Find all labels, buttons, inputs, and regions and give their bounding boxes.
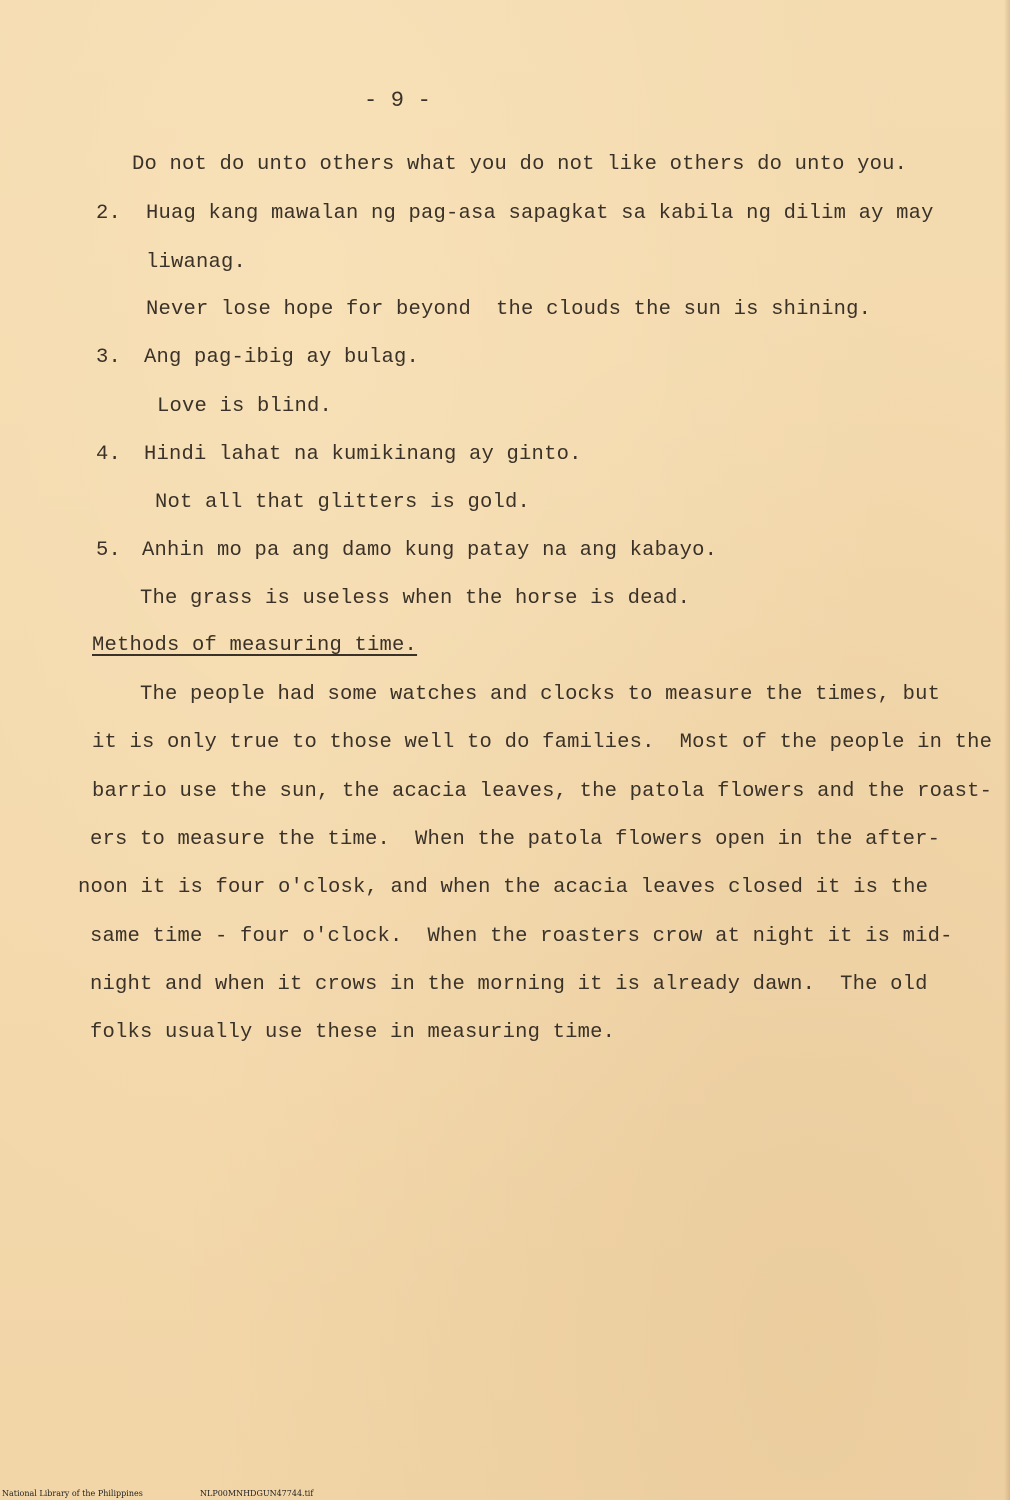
proverb-2-number: 2. xyxy=(96,202,122,225)
paragraph-line: it is only true to those well to do families. Most of the people in the xyxy=(92,731,993,754)
paragraph-line: The people had some watches and clocks to measure the times, but xyxy=(140,683,941,706)
paragraph-line: noon it is four o'closk, and when the acacia leaves closed it is the xyxy=(78,876,929,899)
paragraph-line: night and when it crows in the morning it is already dawn. The old xyxy=(90,973,928,996)
proverb-2-english: Never lose hope for beyond the clouds the sun is shining. xyxy=(146,298,872,321)
paragraph-line: folks usually use these in measuring time. xyxy=(90,1021,616,1044)
paragraph-line: barrio use the sun, the acacia leaves, the patola flowers and the roast- xyxy=(92,780,993,803)
proverb-4-english: Not all that glitters is gold. xyxy=(155,491,531,514)
proverb-5-english: The grass is useless when the horse is dead. xyxy=(140,587,691,610)
section-heading: Methods of measuring time. xyxy=(92,634,418,657)
footer-filename: NLP00MNHDGUN47744.tif xyxy=(200,1489,314,1498)
proverb-3-english: Love is blind. xyxy=(157,395,333,418)
proverb-4-tagalog: Hindi lahat na kumikinang ay ginto. xyxy=(144,443,582,466)
paragraph-line: same time - four o'clock. When the roasters crow at night it is mid- xyxy=(90,925,953,948)
paragraph-line: ers to measure the time. When the patola flowers open in the after- xyxy=(90,828,941,851)
proverb-2-tagalog-line2: liwanag. xyxy=(146,251,247,274)
proverb-4-number: 4. xyxy=(96,443,122,466)
proverb-5-tagalog: Anhin mo pa ang damo kung patay na ang kabayo. xyxy=(142,539,718,562)
proverb-3-tagalog: Ang pag-ibig ay bulag. xyxy=(144,346,420,369)
footer-library-name: National Library of the Philippines xyxy=(2,1489,143,1498)
page-edge-shadow xyxy=(1004,0,1010,1500)
proverb-1-translation: Do not do unto others what you do not like others do unto you. xyxy=(132,153,908,176)
proverb-2-tagalog-line1: Huag kang mawalan ng pag-asa sapagkat sa kabila ng dilim ay may xyxy=(146,202,934,225)
proverb-5-number: 5. xyxy=(96,539,122,562)
proverb-3-number: 3. xyxy=(96,346,122,369)
page-number: - 9 - xyxy=(364,88,432,113)
